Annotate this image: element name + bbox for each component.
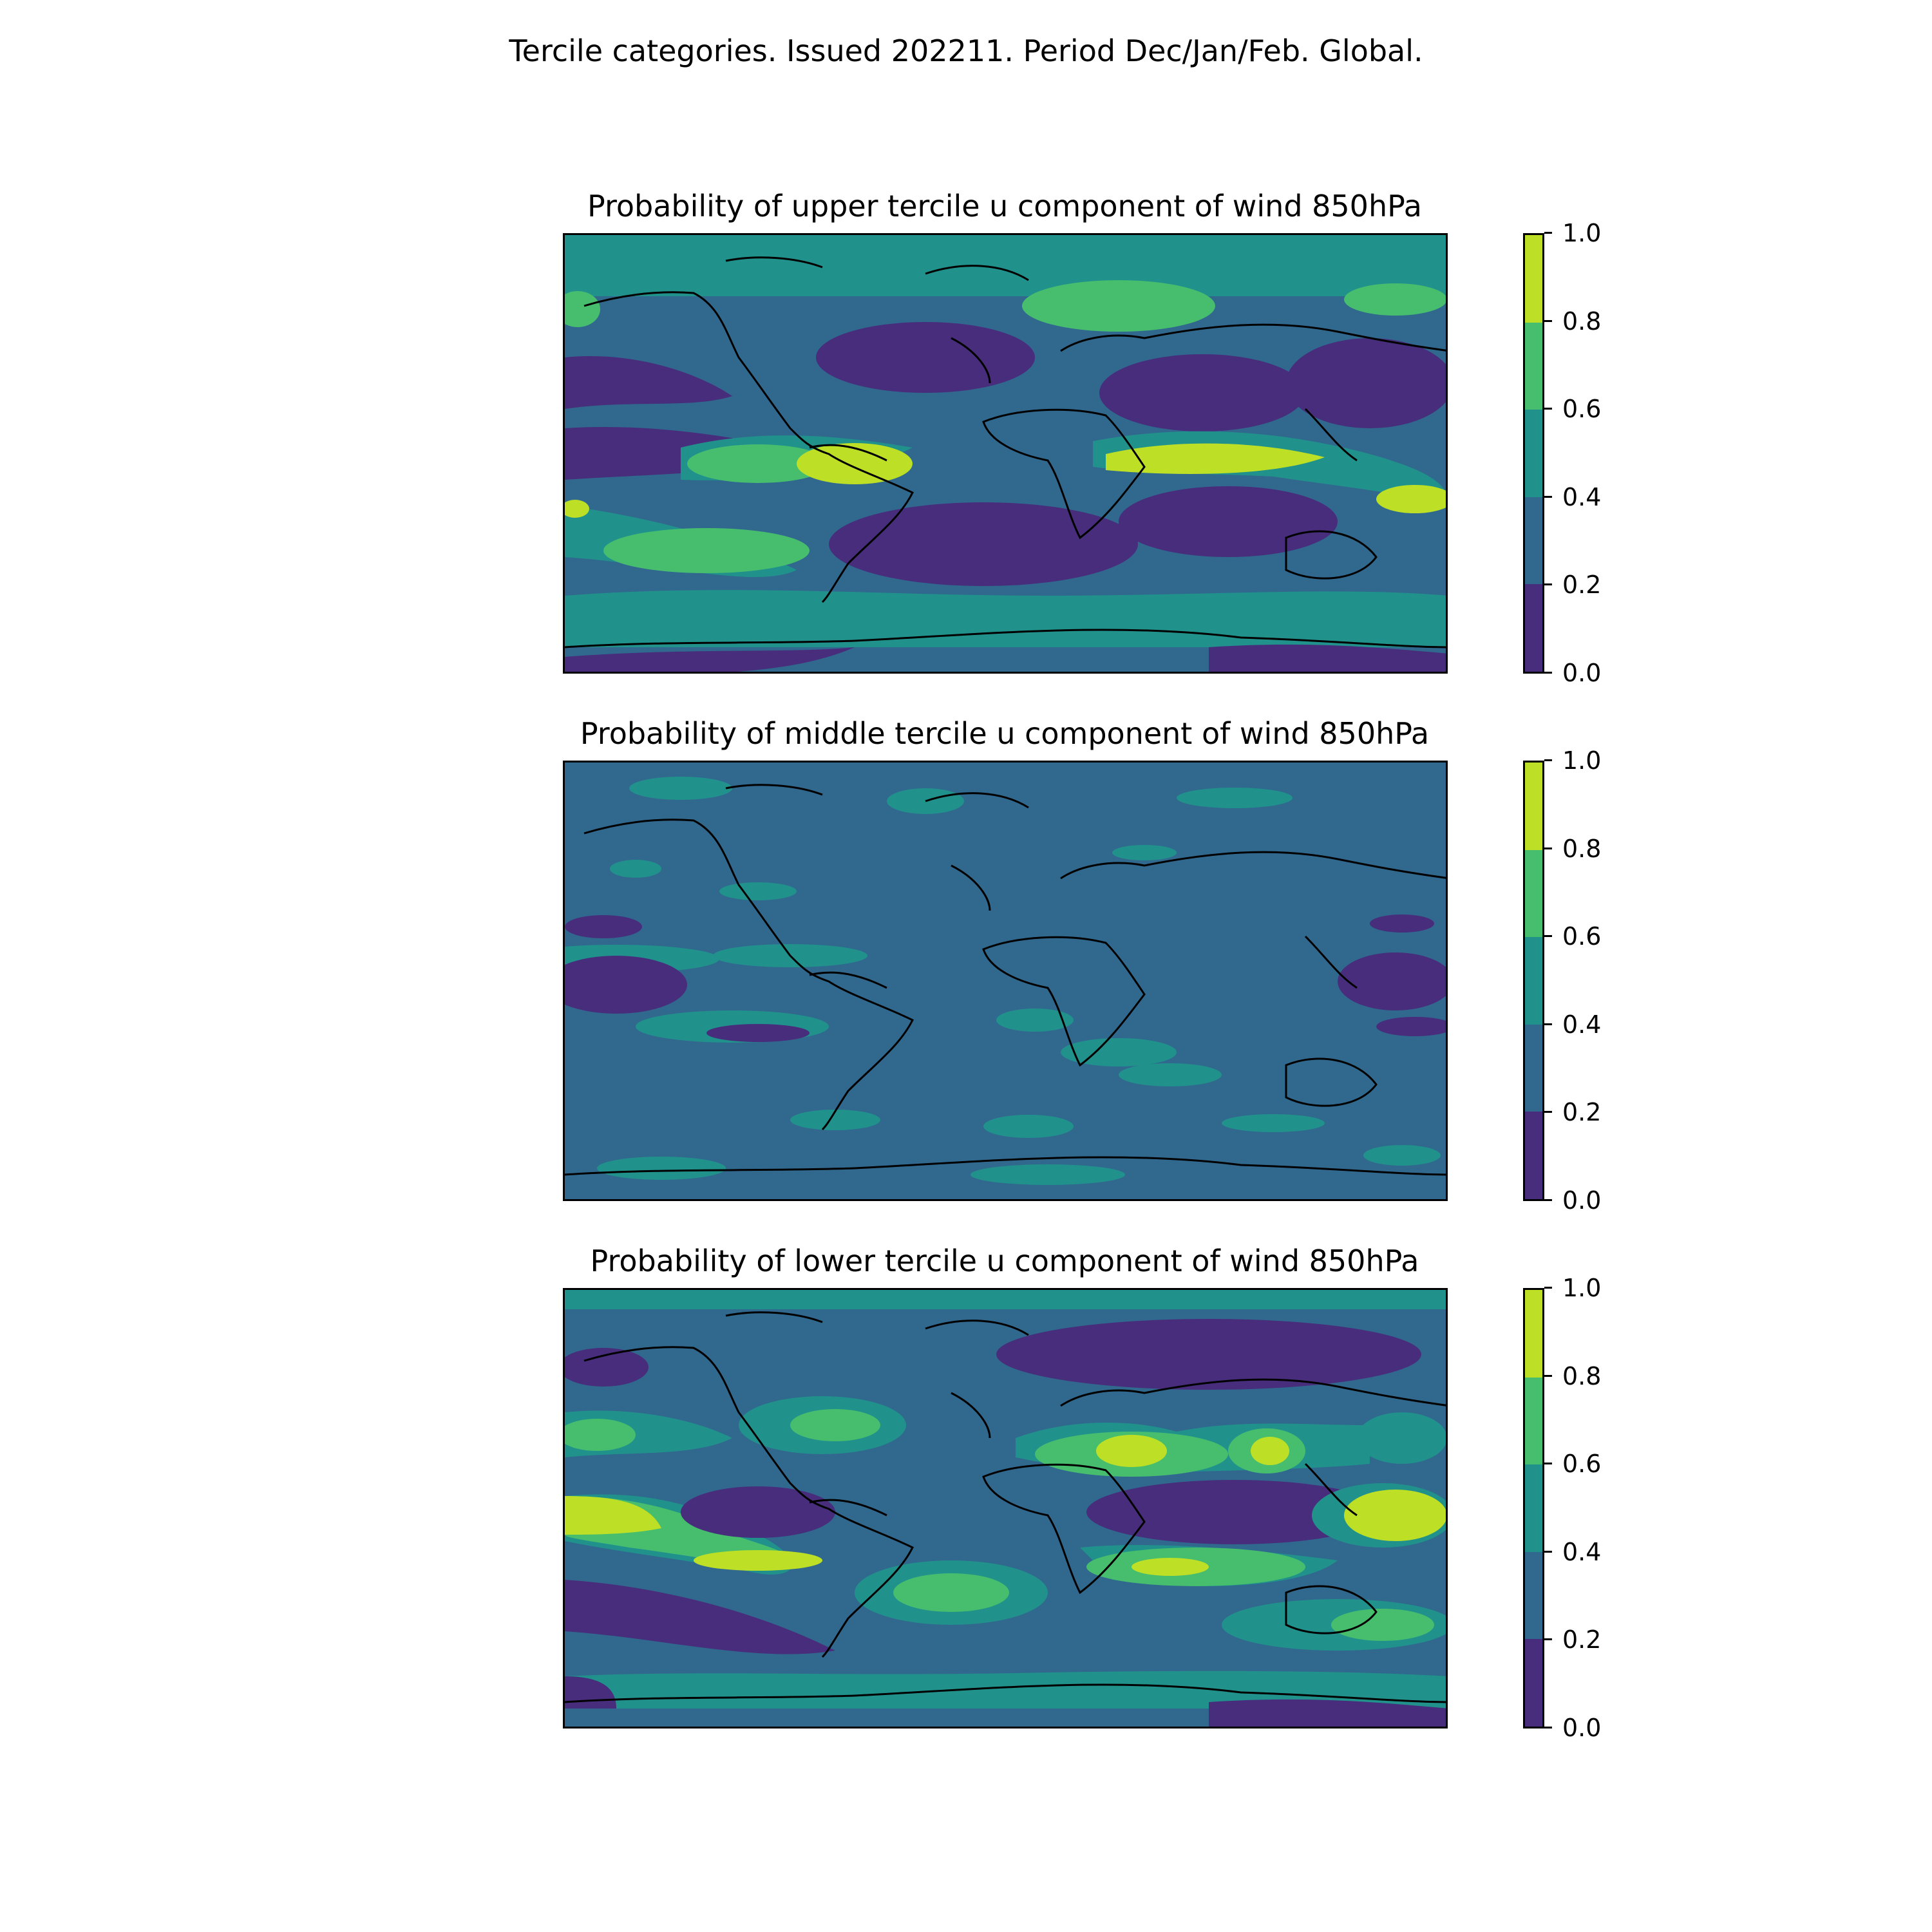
map-lower-tercile (563, 1288, 1448, 1728)
colorbar-lower-tick-0: 0.0 (1562, 1714, 1602, 1742)
colorbar-upper (1523, 233, 1544, 674)
colorbar-middle-tick-0: 0.0 (1562, 1186, 1602, 1215)
panel-title-lower: Probability of lower tercile u component of wind 850hPa (590, 1244, 1419, 1278)
colorbar-upper-tick-5: 1.0 (1562, 219, 1602, 247)
map-upper-tercile (563, 233, 1448, 674)
colorbar-middle-tick-4: 0.8 (1562, 835, 1602, 863)
probability-field-lower (565, 1290, 1448, 1728)
colorbar-lower-tick-5: 1.0 (1562, 1274, 1602, 1302)
colorbar-middle-tick-2: 0.4 (1562, 1010, 1602, 1039)
colorbar-lower (1523, 1288, 1544, 1728)
colorbar-middle-tick-1: 0.2 (1562, 1098, 1602, 1126)
panel-title-upper: Probability of upper tercile u component of wind 850hPa (587, 189, 1422, 223)
colorbar-lower-tick-2: 0.4 (1562, 1538, 1602, 1566)
colorbar-upper-tick-3: 0.6 (1562, 395, 1602, 423)
panel-title-middle: Probability of middle tercile u component of wind 850hPa (580, 716, 1430, 751)
colorbar-middle-tick-3: 0.6 (1562, 922, 1602, 951)
colorbar-lower-tick-1: 0.2 (1562, 1625, 1602, 1654)
probability-field-upper (565, 235, 1448, 674)
colorbar-upper-tick-1: 0.2 (1562, 571, 1602, 599)
colorbar-upper-tick-2: 0.4 (1562, 483, 1602, 511)
figure-suptitle: Tercile categories. Issued 202211. Period Dec/Jan/Feb. Global. (509, 33, 1423, 68)
probability-field-middle (565, 762, 1448, 1201)
map-middle-tercile (563, 761, 1448, 1201)
colorbar-upper-tick-0: 0.0 (1562, 659, 1602, 687)
colorbar-middle (1523, 761, 1544, 1201)
colorbar-lower-tick-3: 0.6 (1562, 1450, 1602, 1478)
colorbar-lower-tick-4: 0.8 (1562, 1362, 1602, 1390)
colorbar-upper-tick-4: 0.8 (1562, 307, 1602, 336)
colorbar-middle-tick-5: 1.0 (1562, 746, 1602, 775)
